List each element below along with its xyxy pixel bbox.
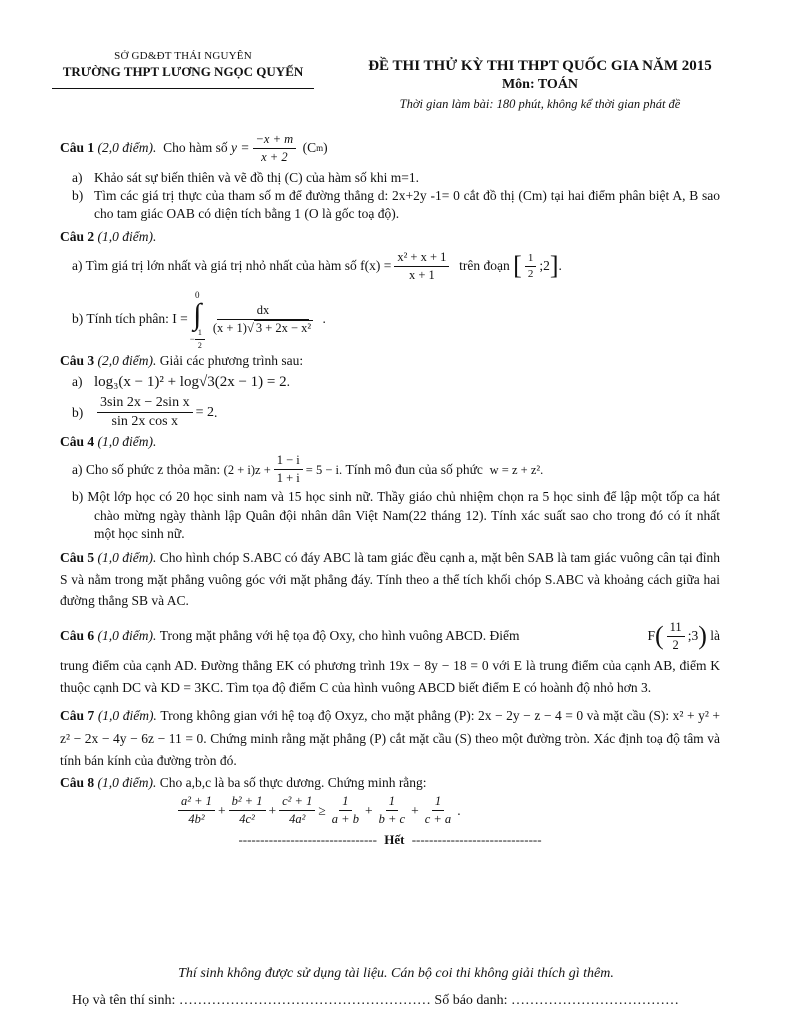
q8-r2-num: 1 <box>386 794 398 811</box>
q3-points: (2,0 điểm). <box>97 353 157 369</box>
q8-rhs-3 <box>422 794 454 827</box>
q7-text: Trong không gian với hệ toạ độ Oxyz, cho mặt phẳng (P): 2x − 2y − z − 4 = 0 và mặt cầu (S): x² + y² + z² − 2x − 4y − 6z − 11 = 0. Chứng minh rằng mặt phẳng (P) cắt mặt cầu (S) theo một đường tròn. Xác định toạ độ tâm và tính bán kính của đường tròn đó. <box>60 708 721 768</box>
q4-a-text: a) Cho số phức z thỏa mãn: <box>72 461 221 477</box>
q1-a-label: a) <box>72 170 83 185</box>
q1-a-text: Khảo sát sự biến thiên và vẽ đồ thị (C) của hàm số khi m=1. <box>94 170 419 185</box>
end-marker <box>60 831 720 849</box>
q7-label: Câu 7 <box>60 708 95 724</box>
q3-b-label: b) <box>72 404 84 420</box>
question-1 <box>60 132 720 224</box>
left-paren-icon: ( <box>654 621 664 651</box>
q8-rhs-2 <box>376 794 408 827</box>
q8-t2-num: b² + 1 <box>229 794 266 811</box>
left-bracket-icon: [ <box>513 251 522 281</box>
q1-b-text: Tìm các giá trị thực của tham số m để đường thẳng d: 2x+2y -1= 0 cắt đồ thị (Cm) tại hai điểm phân biệt A, B sao cho tam giác OAB có diện tích bằng 1 (O là gốc toạ độ). <box>94 188 720 222</box>
q4-label: Câu 4 <box>60 434 95 450</box>
exam-subject: Môn: TOÁN <box>501 77 579 92</box>
q8-t1-den: 4b² <box>188 812 205 827</box>
q2-denom-left: (x + 1) <box>212 321 247 336</box>
end-word: Hết <box>384 832 405 848</box>
q4-w: w = z + z². <box>489 462 544 477</box>
q8-end: . <box>457 802 461 818</box>
q2-denom-sqrt: 3 + 2x − x² <box>255 321 312 336</box>
right-paren-icon: ) <box>698 621 707 651</box>
footer-note: Thí sinh không được sử dụng tài liệu. Cán bộ coi thi không giải thích gì thêm. <box>178 966 614 981</box>
q1-curve-sub: m <box>316 143 324 154</box>
q3-b-rhs: = 2 <box>195 404 214 420</box>
q2-f-lhs: f(x) = <box>360 258 392 274</box>
q2-I-lhs: I = <box>172 311 188 327</box>
sqrt-icon: √ <box>246 321 254 336</box>
question-5 <box>60 547 720 612</box>
q8-points: (1,0 điểm). <box>97 775 157 791</box>
q6-f-num: 11 <box>667 620 685 637</box>
geq-sign: ≥ <box>318 802 326 818</box>
q4-a-den: 1 + i <box>276 471 300 486</box>
q1-label: Câu 1 <box>60 140 95 156</box>
candidate-info-line: Họ và tên thí sinh: ……………………………………………… Số báo danh: ……………………………… <box>72 993 680 1008</box>
plus-sign: + <box>217 802 226 818</box>
q2-int-den: 2 <box>527 267 534 280</box>
q8-rhs-1 <box>329 794 362 827</box>
question-8 <box>60 774 720 827</box>
q8-r3-den: c + a <box>424 812 452 827</box>
q8-r1-num: 1 <box>339 794 351 811</box>
header-divider <box>52 88 314 89</box>
right-bracket-icon: ] <box>549 251 559 281</box>
exam-body <box>60 132 720 849</box>
q2-dx: dx <box>217 303 310 320</box>
q8-term-1 <box>178 794 215 827</box>
q1-fraction <box>253 132 297 165</box>
q2-int-num: 1 <box>525 252 537 267</box>
department: SỞ GD&ĐT THÁI NGUYÊN <box>114 50 252 62</box>
q1-curve-end: ) <box>323 140 328 156</box>
q8-r2-den: b + c <box>378 812 406 827</box>
q8-label: Câu 8 <box>60 775 95 791</box>
q2-int-rest: ;2 <box>539 258 550 274</box>
q5-label: Câu 5 <box>60 550 95 566</box>
q1-y: y = <box>231 140 250 156</box>
q2-label: Câu 2 <box>60 228 95 244</box>
q2-f-num: x² + x + 1 <box>394 250 449 267</box>
q3-a-label: a) <box>72 374 83 390</box>
q4-a-rhs: = 5 − i. <box>305 462 343 477</box>
q6-label: Câu 6 <box>60 628 95 644</box>
q2-lower-num: 1 <box>195 328 205 340</box>
question-3: Câu 3 (2,0 điểm). Giải các phương trình sau: a) log₃(x − 1)² + log√3(2x − 1) = 2 . b) $\frac{\text{3sin 2x − 2sin x}}{\text{sin 2x cos x}}$ = 2 . <box>60 353 304 430</box>
q1-intro: Cho hàm số <box>163 140 228 156</box>
q6-point-F: F <box>647 628 655 644</box>
q6-f-den: 2 <box>672 637 679 652</box>
q2-points: (1,0 điểm). <box>97 228 157 244</box>
integral-icon: 0 ∫ − $\frac{1}{2}$ <box>190 289 205 350</box>
header-right <box>330 58 750 112</box>
q4-points: (1,0 điểm). <box>97 434 157 450</box>
header-left <box>48 50 318 89</box>
q5-points: (1,0 điểm). <box>97 550 157 566</box>
q2-integrand <box>210 303 316 336</box>
q3-label: Câu 3 <box>60 353 95 369</box>
end-dashes-right: ------------------------------ <box>411 832 542 848</box>
q8-term-3 <box>279 794 315 827</box>
q6-text1: Trong mặt phẳng với hệ tọa độ Oxy, cho hình vuông ABCD. Điểm <box>159 628 520 644</box>
q2-upper: 0 <box>195 289 200 300</box>
q8-t3-num: c² + 1 <box>279 794 315 811</box>
q2-on-interval: trên đoạn <box>459 258 510 274</box>
exam-title: ĐỀ THI THỬ KỲ THI THPT QUỐC GIA NĂM 2015 <box>368 58 712 74</box>
q2-b-text: b) Tính tích phân: <box>72 311 169 327</box>
q2-a-text: a) Tìm giá trị lớn nhất và giá trị nhỏ nhất của hàm số <box>72 258 357 274</box>
q3-a-eq: log₃(x − 1)² + log√3(2x − 1) = 2 <box>94 374 287 391</box>
question-7 <box>60 705 720 772</box>
q4-a-tail: Tính mô đun của số phức <box>345 461 483 477</box>
question-6 <box>60 620 720 700</box>
q6-text2: trung điểm của cạnh AD. Đường thẳng EK có phương trình 19x − 8y − 18 = 0 với E là trung điểm của cạnh AB, điểm K thuộc cạnh DC và KD = 3KC. Tìm tọa độ điểm C của hình vuông ABCD biết điểm E có hoành độ nhỏ hơn 3. <box>60 657 720 696</box>
q3-intro: Giải các phương trình sau: <box>159 353 304 369</box>
q4-b-text: b) Một lớp học có 20 học sinh nam và 15 học sinh nữ. Thầy giáo chủ nhiệm chọn ra 5 học sinh để lập một tốp ca hát chào mừng ngày thành lập Quân đội nhân dân Việt Nam(22 tháng 12). Tính xác suất sao cho trong đó có ít nhất một học sinh nữ. <box>72 489 720 541</box>
q2-f-den: x + 1 <box>408 267 435 282</box>
q1-b-label: b) <box>72 188 84 204</box>
q2-interval-fraction <box>525 252 537 281</box>
q5-text: Cho hình chóp S.ABC có đáy ABC là tam giác đều cạnh a, mặt bên SAB là tam giác vuông cân tại đỉnh S và nằm trong mặt phẳng vuông góc với mặt phẳng đáy. Tính theo a thể tích khối chóp S.ABC và khoảng cách giữa hai đường thẳng SB và AC. <box>60 550 721 609</box>
question-2: Câu 2 (1,0 điểm). a) Tìm giá trị lớn nhất và giá trị nhỏ nhất của hàm số f(x) = $\frac{\text{x² + x + 1}}{x + 1}$ trên đoạn [ $\frac{1}{2}$ ;2 ] . b) Tính tích phân: I = 0 ∫ − $\frac{1}{2}$ $\frac{dx}{\text{(x + 1)√ 3 + 2x − x²}}$ . <box>60 228 562 350</box>
q4-a-lhs: (2 + i)z + <box>223 462 271 477</box>
q2-f-fraction <box>394 250 449 283</box>
q8-t1-num: a² + 1 <box>178 794 215 811</box>
q2-lower-sign: − <box>189 334 195 345</box>
plus-sign: + <box>364 802 373 818</box>
q8-t3-den: 4a² <box>289 812 306 827</box>
q1-num: −x + m <box>253 132 297 149</box>
q2-lower-den: 2 <box>197 340 202 350</box>
q6-text1-end: là <box>710 628 720 644</box>
end-dashes-left: -------------------------------- <box>238 832 377 848</box>
q8-inequality <box>175 794 720 827</box>
q4-a-num: 1 − i <box>274 453 303 470</box>
q8-t2-den: 4c² <box>239 812 255 827</box>
plus-sign: + <box>411 802 419 818</box>
q3-b-fraction <box>97 395 193 432</box>
q7-points: (1,0 điểm). <box>97 708 157 724</box>
q1-den: x + 2 <box>261 150 288 164</box>
q2-dot: . <box>322 311 326 327</box>
q4-a-fraction <box>274 453 303 486</box>
q6-points: (1,0 điểm). <box>97 628 157 644</box>
q3-b-num: 3sin 2x − 2sin x <box>97 395 193 414</box>
q8-term-2 <box>229 794 266 827</box>
question-4 <box>60 433 720 543</box>
school-name: TRƯỜNG THPT LƯƠNG NGỌC QUYẾN <box>62 64 304 79</box>
q8-r3-num: 1 <box>432 794 444 811</box>
time-note: Thời gian làm bài: 180 phút, không kể thời gian phát đề <box>399 97 681 111</box>
q6-f-rest: ;3 <box>687 628 699 644</box>
q6-f-fraction <box>667 620 685 653</box>
q1-curve: (C <box>302 140 317 156</box>
q8-intro: Cho a,b,c là ba số thực dương. Chứng minh rằng: <box>159 775 427 791</box>
q8-r1-den: a + b <box>331 812 359 827</box>
q1-points: (2,0 điểm). <box>97 140 157 156</box>
q2-lower-fraction <box>195 328 205 350</box>
plus-sign: + <box>268 802 277 818</box>
q3-b-den: sin 2x cos x <box>111 414 179 430</box>
